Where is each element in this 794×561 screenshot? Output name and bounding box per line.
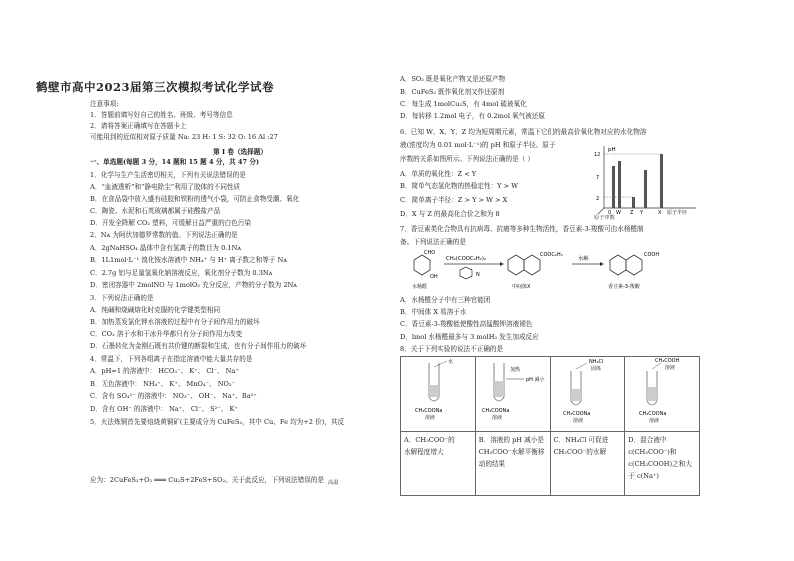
- chart-bar: [618, 161, 621, 208]
- text-line: C．简单离子半径：Z > Y > W > X: [400, 196, 508, 204]
- seq-axis-label: 原子序数: [594, 215, 615, 221]
- text-line: 可能用到的近似相对原子质量 Na: 23 H: 1 S: 32 O: 16 Al :27: [90, 133, 278, 141]
- text-line: A．纯碱和烧碱熔化时克服的化学键类型相同: [90, 306, 221, 314]
- exp-d-cell: [625, 357, 700, 432]
- text-line: 序数的关系如图所示。下列说法正确的是（ ）: [400, 155, 534, 163]
- text-line: B．无色溶液中： NH₄⁺、 K⁺、 MnO₄⁻、 NO₃⁻: [90, 380, 236, 388]
- ytick: 7: [596, 175, 600, 181]
- label: CH₃COONa: [415, 408, 443, 414]
- chart-bar: [632, 197, 635, 208]
- label: pH 减小: [525, 377, 545, 383]
- text-line: A．水杨醛分子中有三种官能团: [400, 296, 491, 304]
- text-line: 注意事项:: [90, 100, 119, 108]
- test-tube-diagram: [401, 357, 474, 427]
- chart-ylabel: pH: [608, 147, 616, 153]
- text-line: C．含有 SO₄²⁻ 的溶液中： NO₃⁻、 OH⁻、 Na⁺、Ba²⁺: [90, 392, 257, 400]
- hydrolysis-label: 水解: [578, 256, 589, 262]
- text-line: 应为：2CuFeS₂+O₂ ═══ Cu₂S+2FeS+SO₂。关于此反应，下列说法错误的是: [90, 476, 325, 484]
- bar-label: W: [616, 210, 621, 216]
- reagent-amine: N: [476, 272, 480, 278]
- section-heading: 第 I 卷（选择题）: [213, 148, 267, 156]
- bar-label: Z: [630, 210, 634, 216]
- answer-c: C．NH₄Cl 可促进 CH₃COO⁻的水解: [550, 432, 625, 496]
- aldehyde-group: CHO: [424, 250, 436, 256]
- coumarin-synthesis-scheme: [400, 246, 700, 290]
- label: 水: [448, 359, 454, 365]
- text-line: 液(浓度均为 0.01 mol·L⁻¹)的 pH 和原子半径、原子: [400, 141, 556, 149]
- text-line: B．在食品袋中放入盛有硅胶和铁粉的透气小袋，可防止食物受潮、氧化: [90, 195, 300, 203]
- text-line: A．“血液透析”和“静电除尘”利用了胶体的不同性质: [90, 183, 241, 191]
- ytick: 2: [596, 196, 600, 202]
- text-line: C．2.7g 铝与足量氢氧化钠溶液反应，氧化剂分子数为 0.3Nᴀ: [90, 269, 273, 277]
- text-line: D．含有 OH⁻ 的溶液中： Na⁺、 Cl⁻、 S²⁻、 K⁺: [90, 405, 238, 413]
- label: 溶液: [665, 365, 676, 371]
- text-line: B．加热蒸发氯化钾水溶液的过程中有分子间作用力的破坏: [90, 318, 260, 326]
- bar-label: X: [658, 210, 662, 216]
- text-line: 一、单选题(每题 3 分，14 题和 15 题 4 分，共 47 分): [90, 158, 260, 166]
- label: CH₃COONa: [639, 411, 667, 417]
- text-line: 7．香豆素类化合物具有抗病毒、抗癌等多种生物活性，香豆素-3-羧酸可由水杨醛制: [400, 225, 644, 233]
- reagent-label: CH₂(COOC₂H₅)₂: [446, 256, 487, 262]
- chart-bar: [612, 166, 615, 208]
- text-line: C．香豆素-3-羧酸能使酸性高锰酸钾溶液褪色: [400, 320, 533, 328]
- chart-bar: [644, 170, 647, 208]
- text-line: 6．已知 W、X、Y、Z 均为短周期元素，常温下它们的最高价氧化物对应的水化物溶: [400, 128, 647, 136]
- ytick: 12: [594, 152, 601, 158]
- text-line: A．pH=1 的溶液中： HCO₃⁻、 K⁺、 Cl⁻、 Na⁺: [90, 367, 239, 375]
- chart-bar: [660, 154, 663, 208]
- label: CH₃COONa: [562, 411, 590, 417]
- ester-group: COOC₂H₅: [540, 252, 563, 258]
- compound-name: 中间体X: [512, 284, 531, 290]
- label: 加热: [509, 367, 520, 373]
- answer-a: A．CH₃COO⁻的 水解程度增大: [401, 432, 476, 496]
- text-line: C．CO₂ 溶于水和干冰升华都只有分子间作用力改变: [90, 330, 243, 338]
- text-line: D．开发全降解 CO₂ 塑料，可缓解日益严重的白色污染: [90, 219, 252, 227]
- text-line: B．中间体 X 易溶于水: [400, 308, 467, 316]
- reaction-condition-label: 高温: [328, 480, 339, 486]
- exp-b-cell: [475, 357, 550, 432]
- text-line: A．2gNaHSO₄ 晶体中含有氢离子的数目为 0.1Nᴀ: [90, 244, 242, 252]
- label: 溶液: [491, 415, 502, 421]
- text-line: B．CuFeS₂ 既作氧化剂又作还原剂: [400, 88, 505, 96]
- text-line: C．每生成 1molCu₂S，有 4mol 硫被氧化: [400, 100, 527, 108]
- label: CH₃COOH: [655, 358, 680, 364]
- text-line: A．单质的氧化性：Z < Y: [400, 170, 477, 178]
- test-tube-diagram: [551, 357, 624, 427]
- label: 固体: [590, 366, 601, 372]
- text-line: D．石墨转化为金刚石既有共价键的断裂和生成，也有分子间作用力的破坏: [90, 342, 307, 350]
- text-line: B．简单气态氢化物的热稳定性：Y > W: [400, 182, 519, 190]
- label: NH₄Cl: [588, 359, 603, 365]
- answer-b: B．溶液的 pH 减小是 CH₃COO⁻水解平衡移 动的结果: [475, 432, 550, 496]
- exp-c-cell: [550, 357, 625, 432]
- text-line: D．lmol 水杨醛最多与 3 molH₂ 发生加成反应: [400, 333, 539, 341]
- text-line: 备。下列说法正确的是: [400, 238, 466, 246]
- text-line: 5．火法炼铜首先要焙烧黄铜矿(主要成分为 CuFeS₂，其中 Cu、Fe 均为+2 价)，其反: [90, 418, 345, 426]
- acid-group: COOH: [644, 252, 660, 258]
- bar-label: 0: [608, 210, 612, 216]
- exam-title: 鹤壁市高中2023届第三次模拟考试化学试卷: [35, 80, 274, 94]
- text-line: 2．Nᴀ 为阿伏加德罗常数的值。下列说法正确的是: [90, 231, 238, 239]
- label: 溶液: [649, 418, 660, 424]
- text-line: 1．化学与生产生活密切相关，下列有关说法错误的是: [90, 171, 246, 179]
- test-tube-diagram: [476, 357, 549, 427]
- test-tube-diagram: [625, 357, 698, 427]
- exp-a-cell: [401, 357, 476, 432]
- text-line: D．每转移 1.2mol 电子，有 0.2mol 氧气被还原: [400, 112, 546, 120]
- text-line: 4．常温下，下列各组离子在指定溶液中能大量共存的是: [90, 355, 253, 363]
- ph-radius-chart: [592, 144, 702, 216]
- text-line: C．陶瓷、水泥和石英玻璃都属于硅酸盐产品: [90, 207, 221, 215]
- label: 溶液: [572, 418, 583, 424]
- bar-label: Y: [640, 210, 644, 216]
- compound-name: 香豆素-3-羧酸: [608, 284, 640, 290]
- experiment-table: [400, 356, 700, 496]
- text-line: 1．答题前填写好自己的姓名、班级、考号等信息: [90, 111, 233, 119]
- text-line: D．密闭容器中 2molNO 与 1molO₂ 充分反应，产物的分子数为 2Nᴀ: [90, 281, 298, 289]
- label: CH₃COONa: [481, 408, 510, 414]
- compound-name: 水杨醛: [412, 284, 428, 290]
- text-line: 3．下列说法正确的是: [90, 294, 154, 302]
- text-line: B．1L1mol·L⁻¹ 溴化铵水溶液中 NH₄⁺ 与 H⁺ 离子数之和等于 Nᴀ: [90, 256, 287, 264]
- chart-xlabel: 原子半径: [667, 210, 688, 216]
- text-line: A．SO₂ 既是氧化产物又是还原产物: [400, 75, 506, 83]
- label: 溶液: [425, 415, 436, 421]
- text-line: 8．关于下列实验的说法不正确的是: [400, 345, 504, 353]
- text-line: D．X 与 Z 的最高化合价之和为 8: [400, 210, 500, 218]
- text-line: 2．请将答案正确填写在答题卡上: [90, 122, 187, 130]
- answer-d: D．混合液中 c(CH₃COO⁻)和 c(CH₃COOH)之和大 于 c(Na⁺): [625, 432, 700, 496]
- hydroxyl-group: OH: [430, 274, 438, 280]
